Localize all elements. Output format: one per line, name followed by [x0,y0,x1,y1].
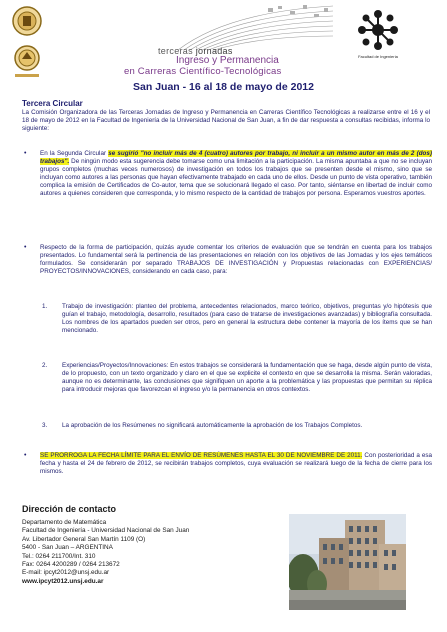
bullet-3: • [24,452,27,459]
contact-department: Departamento de Matemática [22,519,107,526]
contact-block [22,519,262,586]
subitem-2-text: Experiencias/Proyectos/Innovaciones: En estos trabajos se considerará la fundamentación que se haga, desde algún punto de vista, de lo propuesto, con un texto organizado y claro en el que se explicite el contexto en que se desarrolla la misma. Serán valoradas, aunque no es determinante, las conclusiones que signifiquen un aporte a la problemática y las propuestas que permitan su réplica para introducir mejoras que favorezcan el ingreso y/o la permanencia en otros contextos. [62,362,433,393]
title-line-3: en Carreras Científico-Tecnológicas [124,66,282,77]
title-swoosh-graphic [118,2,343,52]
subitem-2-number: 2. [42,362,48,369]
contact-email-link[interactable]: E-mail: ipcyt2012@unsj.edu.ar [22,569,110,577]
event-title-block [118,2,343,82]
faculty-logo-caption: Facultad de Ingeniería [358,54,398,59]
faculty-logo [356,8,400,66]
subitem-3-text: La aprobación de los Resúmenes no significará automáticamente la aprobación de los Trabajos Completos. [62,422,363,429]
title-line-1: terceras jornadas [158,46,233,56]
item-1-pre: En la Segunda Circular [40,150,109,157]
contact-phone: Tel.: 0264 211700/Int. 310 [22,552,96,560]
bullet-1: • [24,150,27,157]
item-2-paragraph: Respecto de la forma de participación, quizás ayude comentar los criterios de evaluación que se tendrán en cuenta para los trabajos presentados. Lo fundamental será la pertinencia de las presentaciones en relación con los objetivos de las Jornadas y los ejes temáticos formulados. Se considerarán por separado TRABAJOS DE INVESTIGACIÓN y Propuestas relacionadas con EXPERIENCIAS/ PROYECTOS/INNOVACIONES, considerando en cada caso, para: [40,244,432,275]
contact-address: Av. Libertador General San Martín 1109 (O) [22,535,146,543]
deadline-highlight: SE PRORROGA LA FECHA LÍMITE PARA EL ENVÍO DE RESÚMENES HASTA EL 30 DE NOVIEMBRE DE 2011. [40,452,363,459]
contact-city: 5400 - San Juan – ARGENTINA [22,544,113,552]
intro-paragraph: La Comisión Organizadora de las Terceras Jornadas de Ingreso y Permanencia en Carreras Científico Tecnológicas a realizarse entre el 16 y el 18 de mayo de 2012 en la Facultad de Ingeniería de la Universidad Nacional de San Juan, a fin de dar respuesta a consultas recibidas, informa lo siguiente: [22,109,430,132]
item-1-rest: De ningún modo esta sugerencia debe tomarse como una limitación a la participación. La misma apuntaba a que no se incluyan grupos completos (muchas veces numerosos) de investigación en todos los trabajos que se presenten desde el mismo, sino que se incluyan como autores a las personas que hayan efectivamente trabajado en cada uno de ellos. Desde un punto de vista operativo, también complica la emisión de Certificados de Co-autor, tema que se solucionará llegado el caso. Por tanto, siéntanse en libertad de incluir como autores a quienes consideren que corresponda, y lo mismo respecto de la cantidad de trabajos por persona. Esperamos vuestros aportes. [40,158,432,197]
contact-fax: Fax: 0264 4200289 / 0264 213672 [22,561,120,569]
subitem-1-text: Trabajo de investigación: planteo del problema, antecedentes relacionados, marco teórico, objetivos, preguntas y/o hipótesis que guían el trabajo, metodología, desarrollo, resultados (para caso de tratarse de investigaciones avanzadas) y bibliografía consultada. Los nombres de los apartados pueden ser otros, pero en general la estructura debe contener la mayoría de los ítems que se han mencionado. [62,303,432,334]
subitem-3-number: 3. [42,422,48,429]
contact-title: Dirección de contacto [22,504,117,514]
deadline-paragraph [40,452,432,476]
subitem-1-number: 1. [42,303,48,310]
university-seal-logo [10,4,44,86]
bullet-2: • [24,244,27,251]
contact-website-link[interactable]: www.ipcyt2012.unsj.edu.ar [22,577,104,585]
event-dates: San Juan - 16 al 18 de mayo de 2012 [133,81,314,93]
circular-title: Tercera Circular [22,99,83,108]
contact-faculty: Facultad de Ingeniería - Universidad Nacional de San Juan [22,527,190,535]
item-1-highlight: se sugirió "no incluir más de 4 (cuatro) autores por trabajo, ni incluir a un mismo autor en más de 2 (dos) trabajos". [40,150,432,165]
faculty-building-photo [289,514,406,610]
deadline-rest: Con posterioridad a esa fecha y hasta el 24 de febrero de 2012, se recibirán trabajos completos, cuya evaluación se realizará luego de la fecha de cierre para los mismos. [40,452,432,475]
item-1-paragraph [40,150,432,198]
title-line-2: Ingreso y Permanencia [176,55,279,66]
